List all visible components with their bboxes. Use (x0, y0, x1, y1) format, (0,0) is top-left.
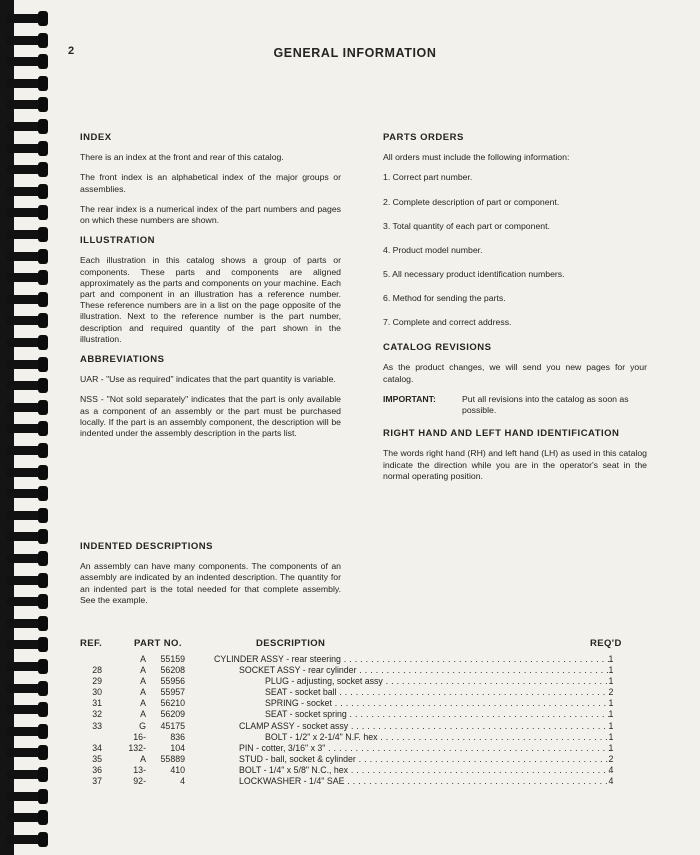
important-label: IMPORTANT: (383, 393, 436, 404)
table-row (80, 721, 640, 732)
quantity-cell: 1 (608, 665, 614, 676)
index-paragraph-1: There is an index at the front and rear of this catalog. (80, 152, 284, 163)
abbreviations-nss: NSS - "Not sold separately" indicates that the part is only available as a component of an assembly or the part must be purchased locally. If the part is an assembly component, the description will be indented under the assembly description in the parts list. (80, 394, 341, 439)
abbreviations-heading: ABBREVIATIONS (80, 354, 165, 366)
binding-ring (6, 684, 46, 693)
part-number-cell: 56209 (160, 709, 185, 720)
binding-ring (6, 208, 46, 217)
ref-cell: 30 (92, 687, 102, 698)
table-row (80, 665, 640, 676)
quantity-cell: 2 (608, 687, 614, 698)
page-title: GENERAL INFORMATION (273, 46, 437, 60)
description-column-header: DESCRIPTION (256, 638, 326, 649)
part-number-cell: 4 (180, 776, 185, 787)
table-row (80, 743, 640, 754)
description-cell: SPRING - socket . . . (265, 698, 610, 709)
index-paragraph-2: The front index is an alphabetical index of the major groups or assemblies. (80, 172, 341, 194)
indented-descriptions-paragraph: An assembly can have many components. The components of an assembly are indicated by an indented description. The quantity for an indented part is the total needed for that complete assembly. See the example. (80, 561, 341, 605)
parts-table-header (80, 638, 640, 654)
indented-descriptions-section (80, 541, 341, 615)
binding-ring (6, 360, 46, 369)
binding-ring (6, 597, 46, 606)
index-section (80, 132, 341, 226)
list-item: 7. Complete and correct address. (383, 316, 512, 327)
ref-cell: 37 (92, 776, 102, 787)
table-row (80, 654, 640, 665)
part-prefix-cell: A (140, 676, 146, 687)
abbreviations-uar: UAR - "Use as required" indicates that the part quantity is variable. (80, 374, 336, 385)
parts-table-body (80, 654, 640, 787)
binding-ring (6, 532, 46, 541)
part-number-cell: 56210 (160, 698, 185, 709)
quantity-cell: 1 (608, 698, 614, 709)
part-number-cell: 104 (170, 742, 185, 753)
parts-orders-list (383, 172, 647, 328)
binding-ring (6, 316, 46, 325)
ref-cell: 34 (92, 742, 102, 753)
list-item: 4. Product model number. (383, 244, 483, 255)
catalog-revisions-section (383, 342, 647, 416)
list-item: 1. Correct part number. (383, 172, 473, 183)
right-left-hand-heading: RIGHT HAND AND LEFT HAND IDENTIFICATION (383, 428, 620, 440)
binding-ring (6, 511, 46, 520)
part-number-cell: 56208 (160, 665, 185, 676)
illustration-heading: ILLUSTRATION (80, 235, 155, 247)
part-prefix-cell: 13- (133, 764, 146, 775)
ref-cell: 31 (92, 698, 102, 709)
part-prefix-cell: 16- (133, 731, 146, 742)
part-prefix-cell: G (139, 720, 146, 731)
binding-ring (6, 446, 46, 455)
table-row (80, 732, 640, 743)
part-number-cell: 45175 (160, 720, 185, 731)
right-left-hand-paragraph: The words right hand (RH) and left hand (LH) as used in this catalog indicate the direction while you are in the operator's seat in the normal operating position. (383, 448, 647, 481)
binding-ring (6, 165, 46, 174)
binding-ring (6, 144, 46, 153)
page-number: 2 (68, 45, 75, 57)
quantity-cell: 1 (608, 720, 614, 731)
description-cell: PLUG - adjusting, socket assy . . . (265, 676, 610, 687)
binding-ring (6, 14, 46, 23)
binding-ring (6, 36, 46, 45)
binding-ring (6, 381, 46, 390)
part-prefix-cell: A (140, 698, 146, 709)
table-row (80, 776, 640, 787)
description-cell: SEAT - socket spring . . . (265, 709, 610, 720)
part-prefix-cell: A (140, 654, 146, 664)
list-item: 2. Complete description of part or component. (383, 196, 560, 207)
ref-cell: 32 (92, 709, 102, 720)
part-number-cell: 55889 (160, 753, 185, 764)
binding-ring (6, 576, 46, 585)
binding-ring (6, 424, 46, 433)
quantity-cell: 4 (608, 764, 614, 775)
binding-ring (6, 100, 46, 109)
quantity-cell: 2 (608, 753, 614, 764)
quantity-cell: 1 (608, 709, 614, 720)
part-number-cell: 55957 (160, 687, 185, 698)
binding-ring (6, 403, 46, 412)
description-cell: STUD - ball, socket & cylinder . . . (239, 754, 610, 765)
description-cell: SOCKET ASSY - rear cylinder . . . (239, 665, 610, 676)
indented-descriptions-heading: INDENTED DESCRIPTIONS (80, 541, 213, 552)
description-cell: BOLT - 1/2" x 2-1/4" N.F. hex . . . (265, 732, 610, 743)
binding-ring (6, 640, 46, 649)
description-cell: LOCKWASHER - 1/4" SAE . . . (239, 776, 610, 787)
part-no-column-header: PART NO. (134, 638, 182, 649)
catalog-revisions-paragraph: As the product changes, we will send you new pages for your catalog. (383, 362, 647, 384)
table-row (80, 676, 640, 687)
illustration-paragraph: Each illustration in this catalog shows a group of parts or components. These parts and components are aligned approximately as the parts and components on your machine. Each part and component in an illustration has a reference number. These reference numbers are in a list on the page opposite of the illustration. Next to the reference number is the part number, description and required quantity of the part shown in the illustration. (80, 255, 341, 344)
binding-ring (6, 554, 46, 563)
important-text: Put all revisions into the catalog as soon as possible. (462, 393, 629, 415)
table-row (80, 709, 640, 720)
ref-cell: 28 (92, 665, 102, 676)
parts-orders-intro: All orders must include the following information: (383, 152, 570, 163)
ref-cell: 33 (92, 720, 102, 731)
quantity-cell: 4 (608, 776, 614, 787)
binding-ring (6, 662, 46, 671)
binding-ring (6, 835, 46, 844)
description-cell: PIN - cotter, 3/16" x 3" . . . (239, 743, 610, 754)
list-item: 5. All necessary product identification numbers. (383, 268, 565, 279)
important-note (383, 394, 647, 416)
ref-cell: 35 (92, 753, 102, 764)
index-paragraph-3: The rear index is a numerical index of the part numbers and pages on which these numbers are shown. (80, 203, 341, 226)
list-item: 6. Method for sending the parts. (383, 292, 506, 303)
binding-ring (6, 489, 46, 498)
parts-orders-section (383, 132, 647, 328)
binding-ring (6, 770, 46, 779)
table-row (80, 687, 640, 698)
quantity-cell: 1 (608, 654, 614, 664)
part-prefix-cell: 132- (128, 742, 146, 753)
catalog-revisions-heading: CATALOG REVISIONS (383, 342, 492, 354)
part-number-cell: 836 (170, 731, 185, 742)
binding-ring (6, 748, 46, 757)
part-prefix-cell: A (140, 665, 146, 676)
parts-table (80, 638, 640, 787)
part-prefix-cell: A (140, 709, 146, 720)
binding-ring (6, 705, 46, 714)
quantity-cell: 1 (608, 731, 614, 742)
binding-ring (6, 792, 46, 801)
binding-ring (6, 273, 46, 282)
part-number-cell: 410 (170, 764, 185, 775)
ref-column-header: REF. (80, 638, 103, 649)
binding-ring (6, 230, 46, 239)
parts-orders-heading: PARTS ORDERS (383, 132, 464, 143)
binding-ring (6, 252, 46, 261)
description-cell: SEAT - socket ball . . . (265, 687, 610, 698)
left-column (80, 132, 341, 448)
part-number-cell: 55159 (160, 654, 185, 664)
part-prefix-cell: 92- (133, 776, 146, 787)
abbreviations-section (80, 354, 341, 439)
part-prefix-cell: A (140, 687, 146, 698)
binding-ring (6, 187, 46, 196)
part-number-cell: 55956 (160, 676, 185, 687)
binding-ring (6, 79, 46, 88)
right-column (383, 132, 647, 491)
quantity-cell: 1 (608, 676, 614, 687)
index-heading: INDEX (80, 132, 112, 143)
illustration-section (80, 235, 341, 345)
spiral-binding (0, 0, 62, 855)
list-item: 3. Total quantity of each part or component. (383, 220, 550, 231)
part-prefix-cell: A (140, 753, 146, 764)
binding-ring (6, 295, 46, 304)
binding-ring (6, 57, 46, 66)
binding-ring (6, 468, 46, 477)
binding-ring (6, 727, 46, 736)
description-cell: CYLINDER ASSY - rear steering . . . (214, 654, 610, 665)
description-cell: BOLT - 1/4" x 5/8" N.C., hex . . . (239, 765, 610, 776)
ref-cell: 29 (92, 676, 102, 687)
table-row (80, 754, 640, 765)
quantity-cell: 1 (608, 742, 614, 753)
binding-ring (6, 122, 46, 131)
binding-ring (6, 813, 46, 822)
table-row (80, 698, 640, 709)
table-row (80, 765, 640, 776)
description-cell: CLAMP ASSY - socket assy . . . (239, 721, 610, 732)
binding-ring (6, 338, 46, 347)
binding-ring (6, 619, 46, 628)
ref-cell: 36 (92, 764, 102, 775)
reqd-column-header: REQ'D (590, 638, 622, 649)
right-left-hand-section (383, 428, 647, 482)
